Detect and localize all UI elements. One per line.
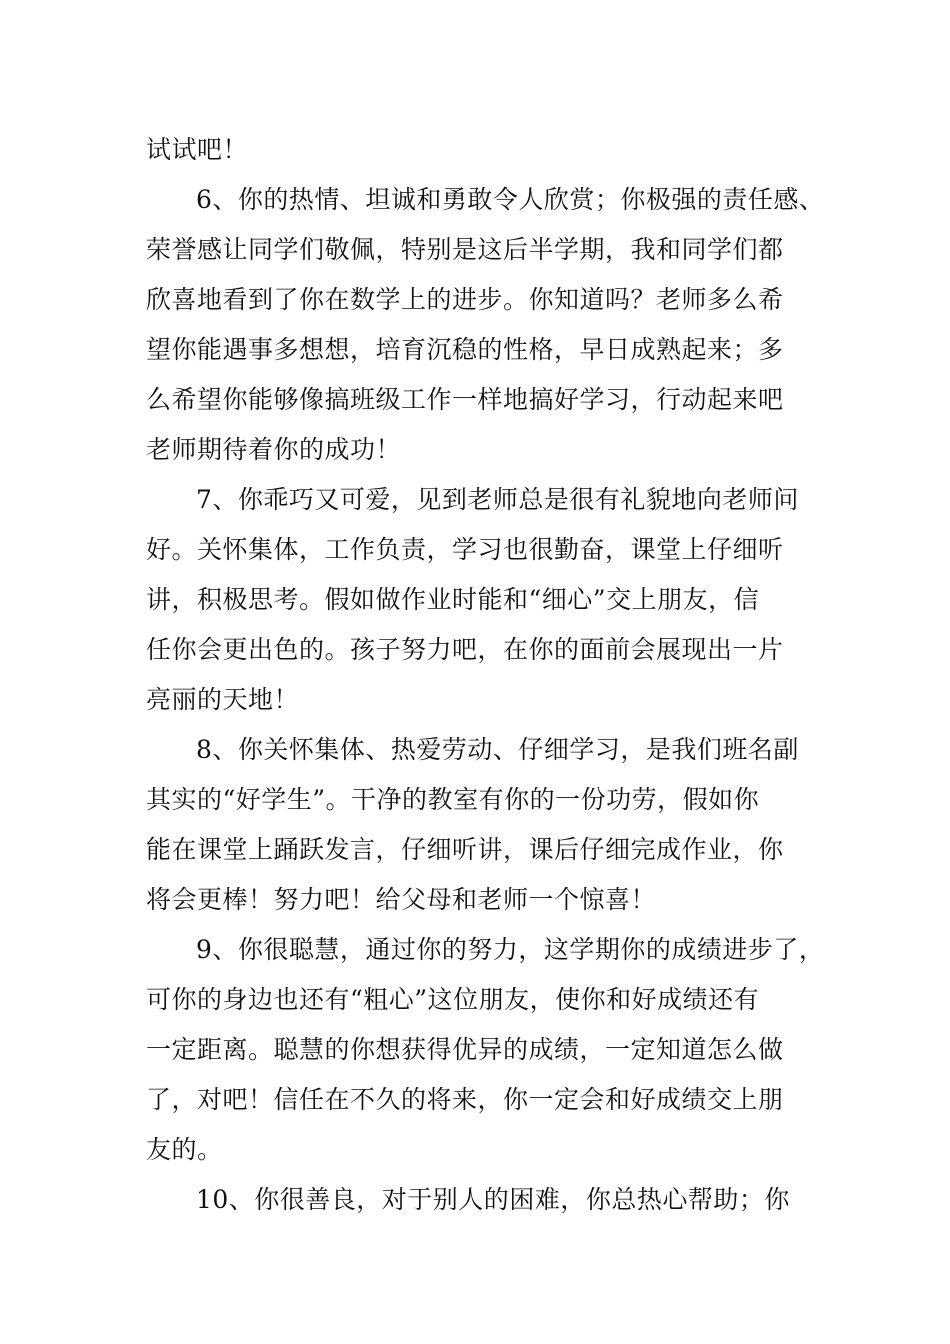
text-line: 好。关怀集体，工作负责，学习也很勤奋，课堂上仔细听: [146, 535, 784, 564]
text-line: 能在课堂上踊跃发言，仔细听讲，课后仔细完成作业，你: [146, 835, 784, 864]
text-line: 了，对吧！信任在不久的将来，你一定会和好成绩交上朋: [146, 1085, 784, 1114]
text-line: 将会更棒！努力吧！给父母和老师一个惊喜！: [146, 885, 657, 914]
comment-8-first-line: 8、你关怀集体、热爱劳动、仔细学习，是我们班名副: [196, 735, 799, 764]
comment-9-first-line: 9、你很聪慧，通过你的努力，这学期你的成绩进步了，: [196, 935, 825, 964]
text-line: 可你的身边也还有“粗心”这位朋友，使你和好成绩还有: [146, 985, 760, 1014]
text-line: 欣喜地看到了你在数学上的进步。你知道吗？老师多么希: [146, 285, 784, 314]
text-line: 么希望你能够像搞班级工作一样地搞好学习，行动起来吧: [146, 385, 784, 414]
text-line: 亮丽的天地！: [146, 685, 300, 714]
text-line: 友的。: [146, 1135, 223, 1164]
text-line: 老师期待着你的成功！: [146, 435, 402, 464]
text-line: 试试吧！: [146, 135, 249, 164]
comment-7-first-line: 7、你乖巧又可爱，见到老师总是很有礼貌地向老师问: [196, 485, 799, 514]
text-line: 讲，积极思考。假如做作业时能和“细心”交上朋友，信: [146, 585, 760, 614]
text-line: 其实的“好学生”。干净的教室有你的一份功劳，假如你: [146, 785, 760, 814]
text-line: 荣誉感让同学们敬佩，特别是这后半学期，我和同学们都: [146, 235, 784, 264]
comment-10-first-line: 10、你很善良，对于别人的困难，你总热心帮助；你: [196, 1185, 790, 1214]
text-line: 一定距离。聪慧的你想获得优异的成绩，一定知道怎么做: [146, 1035, 784, 1064]
text-line: 任你会更出色的。孩子努力吧，在你的面前会展现出一片: [146, 635, 784, 664]
comment-6-first-line: 6、你的热情、坦诚和勇敢令人欣赏；你极强的责任感、: [196, 185, 825, 214]
text-line: 望你能遇事多想想，培育沉稳的性格，早日成熟起来；多: [146, 335, 784, 364]
